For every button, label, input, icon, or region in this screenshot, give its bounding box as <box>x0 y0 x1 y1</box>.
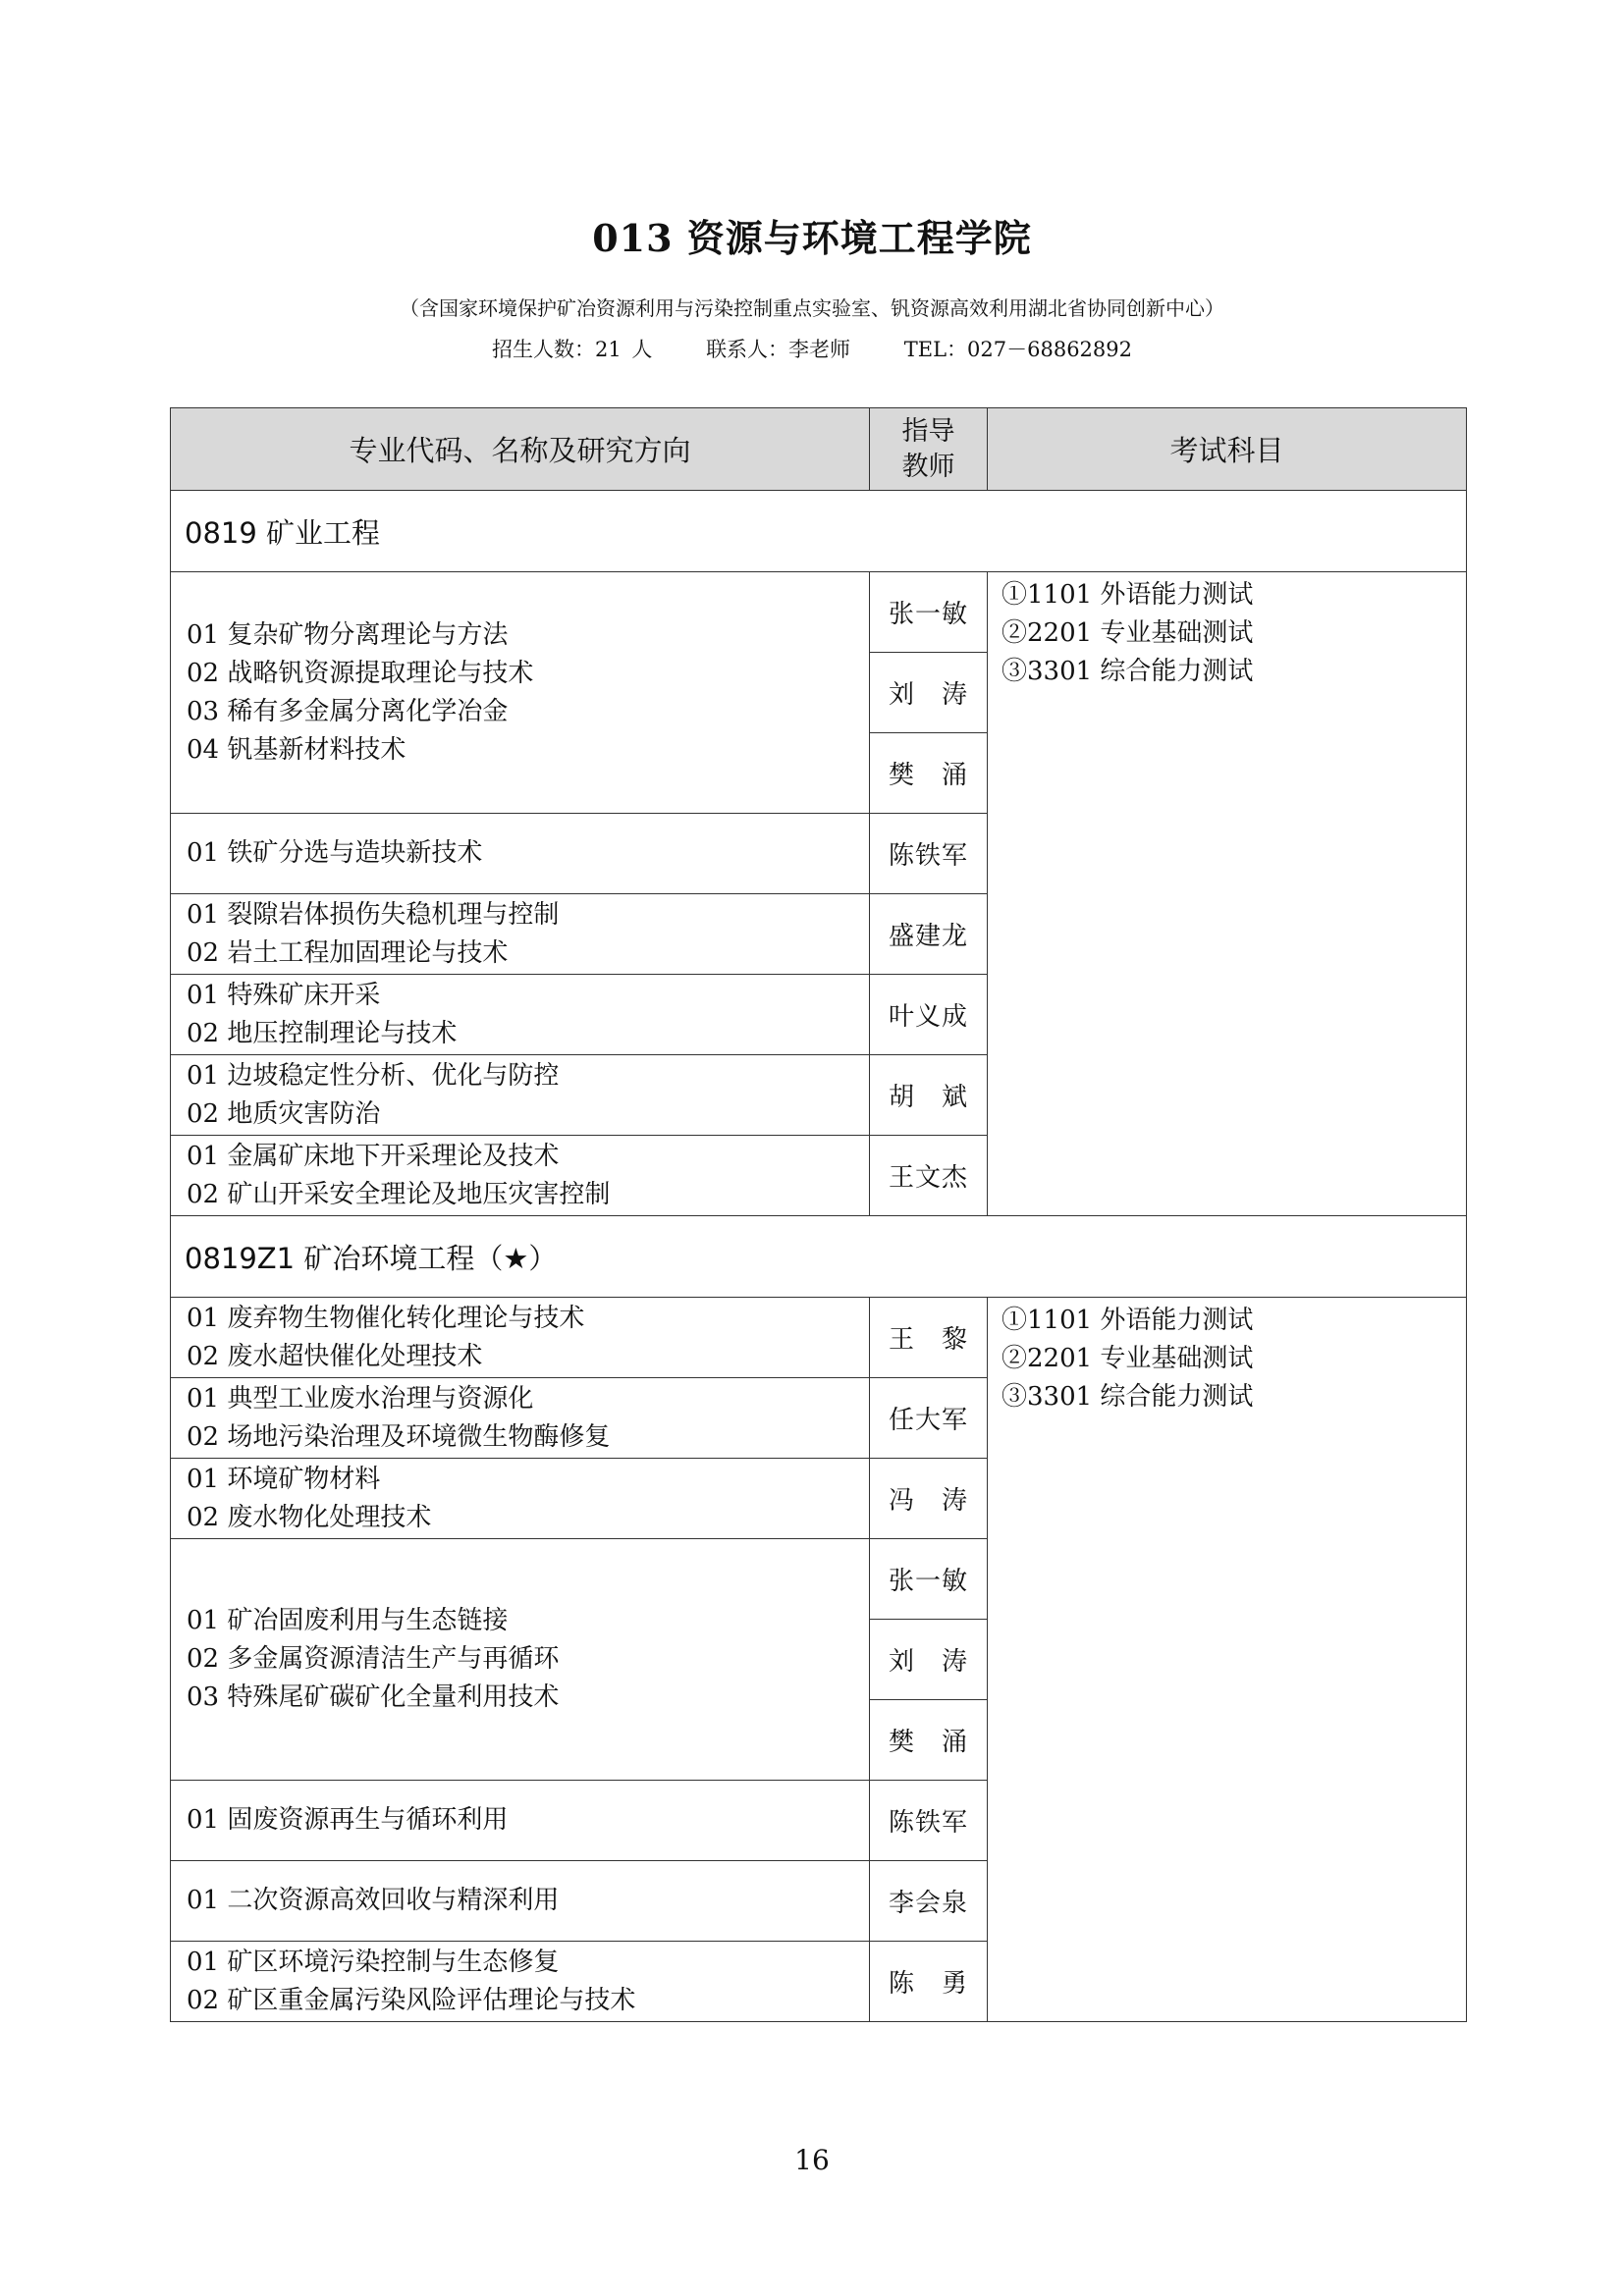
direction-item: 02 场地污染治理及环境微生物酶修复 <box>187 1421 611 1452</box>
teacher-cell: 樊 涌 <box>870 733 988 814</box>
direction-item: 01 复杂矿物分离理论与方法 <box>187 619 509 650</box>
table-row <box>171 1298 1467 1378</box>
exam-item: ③3301 综合能力测试 <box>1001 657 1254 686</box>
direction-item: 03 稀有多金属分离化学冶金 <box>187 696 509 726</box>
research-directions <box>171 572 870 814</box>
direction-item: 02 矿山开采安全理论及地压灾害控制 <box>187 1179 611 1209</box>
teacher-cell: 王文杰 <box>870 1136 988 1216</box>
teacher-cell: 刘 涛 <box>870 653 988 733</box>
teacher-cell: 冯 涛 <box>870 1459 988 1539</box>
teacher-cell: 胡 斌 <box>870 1055 988 1136</box>
direction-item: 02 废水超快催化处理技术 <box>187 1341 483 1371</box>
teacher-cell: 张一敏 <box>870 1539 988 1620</box>
direction-item: 02 岩土工程加固理论与技术 <box>187 937 509 968</box>
research-directions <box>171 1136 870 1216</box>
teacher-cell: 樊 涌 <box>870 1700 988 1781</box>
page-subtitle: （含国家环境保护矿冶资源利用与污染控制重点实验室、钒资源高效利用湖北省协同创新中心） <box>400 296 1224 320</box>
research-directions <box>171 894 870 975</box>
teacher-cell: 陈 勇 <box>870 1942 988 2022</box>
research-directions <box>171 975 870 1055</box>
research-directions <box>171 1459 870 1539</box>
exam-item: ①1101 外语能力测试 <box>1001 1306 1254 1335</box>
table-body <box>171 491 1467 2022</box>
major-row <box>171 491 1467 572</box>
direction-item: 02 矿区重金属污染风险评估理论与技术 <box>187 1985 636 2015</box>
exam-subjects <box>988 572 1467 1216</box>
exam-item: ③3301 综合能力测试 <box>1001 1382 1254 1412</box>
header-teacher-line1: 指导 <box>901 415 955 447</box>
exam-item: ②2201 专业基础测试 <box>1001 1344 1254 1373</box>
major-row <box>171 1216 1467 1298</box>
major-title: 0819 矿业工程 <box>171 491 1467 572</box>
contact-person: 联系人：李老师 <box>706 338 851 361</box>
direction-item: 01 二次资源高效回收与精深利用 <box>187 1886 560 1915</box>
research-directions <box>171 814 870 894</box>
direction-item: 01 边坡稳定性分析、优化与防控 <box>187 1060 560 1091</box>
exam-item: ②2201 专业基础测试 <box>1001 618 1254 648</box>
header-teacher <box>870 408 988 491</box>
research-directions <box>171 1055 870 1136</box>
research-directions <box>171 1378 870 1459</box>
teacher-cell: 陈铁军 <box>870 1781 988 1861</box>
header-teacher-line2: 教师 <box>901 451 955 482</box>
teacher-cell: 王 黎 <box>870 1298 988 1378</box>
exam-item: ①1101 外语能力测试 <box>1001 580 1254 610</box>
table-row <box>171 572 1467 653</box>
teacher-cell: 张一敏 <box>870 572 988 653</box>
contact-tel: TEL：027－68862892 <box>903 338 1133 361</box>
direction-item: 01 特殊矿床开采 <box>187 980 381 1010</box>
teacher-cell: 任大军 <box>870 1378 988 1459</box>
teacher-cell: 陈铁军 <box>870 814 988 894</box>
page-number: 16 <box>794 2144 830 2176</box>
research-directions <box>171 1942 870 2022</box>
program-table <box>170 407 1467 2022</box>
contact-line <box>0 334 1624 363</box>
research-directions <box>171 1539 870 1781</box>
direction-item: 01 矿冶固废利用与生态链接 <box>187 1606 509 1635</box>
direction-item: 01 裂隙岩体损伤失稳机理与控制 <box>187 899 560 930</box>
direction-item: 01 铁矿分选与造块新技术 <box>187 838 483 868</box>
teacher-cell: 李会泉 <box>870 1861 988 1942</box>
direction-item: 03 特殊尾矿碳矿化全量利用技术 <box>187 1682 560 1712</box>
exam-subjects <box>988 1298 1467 2022</box>
research-directions <box>171 1298 870 1378</box>
page-title: 013 资源与环境工程学院 <box>592 216 1032 260</box>
enroll-count: 招生人数：21 人 <box>491 338 653 361</box>
direction-item: 02 多金属资源清洁生产与再循环 <box>187 1644 560 1674</box>
direction-item: 01 废弃物生物催化转化理论与技术 <box>187 1303 585 1333</box>
direction-item: 02 地压控制理论与技术 <box>187 1018 458 1048</box>
direction-item: 01 固废资源再生与循环利用 <box>187 1805 509 1835</box>
direction-item: 02 废水物化处理技术 <box>187 1502 432 1532</box>
research-directions <box>171 1861 870 1942</box>
direction-item: 01 矿区环境污染控制与生态修复 <box>187 1947 560 1977</box>
direction-item: 02 地质灾害防治 <box>187 1098 381 1129</box>
direction-item: 01 环境矿物材料 <box>187 1464 381 1494</box>
direction-item: 04 钒基新材料技术 <box>187 734 406 765</box>
direction-item: 01 金属矿床地下开采理论及技术 <box>187 1141 560 1171</box>
major-title: 0819Z1 矿冶环境工程（★） <box>171 1216 1467 1298</box>
header-exam: 考试科目 <box>988 408 1467 491</box>
research-directions <box>171 1781 870 1861</box>
teacher-cell: 叶义成 <box>870 975 988 1055</box>
direction-item: 01 典型工业废水治理与资源化 <box>187 1383 534 1414</box>
teacher-cell: 刘 涛 <box>870 1620 988 1700</box>
teacher-cell: 盛建龙 <box>870 894 988 975</box>
header-major: 专业代码、名称及研究方向 <box>171 408 870 491</box>
direction-item: 02 战略钒资源提取理论与技术 <box>187 658 534 688</box>
table-header-row <box>171 408 1467 491</box>
